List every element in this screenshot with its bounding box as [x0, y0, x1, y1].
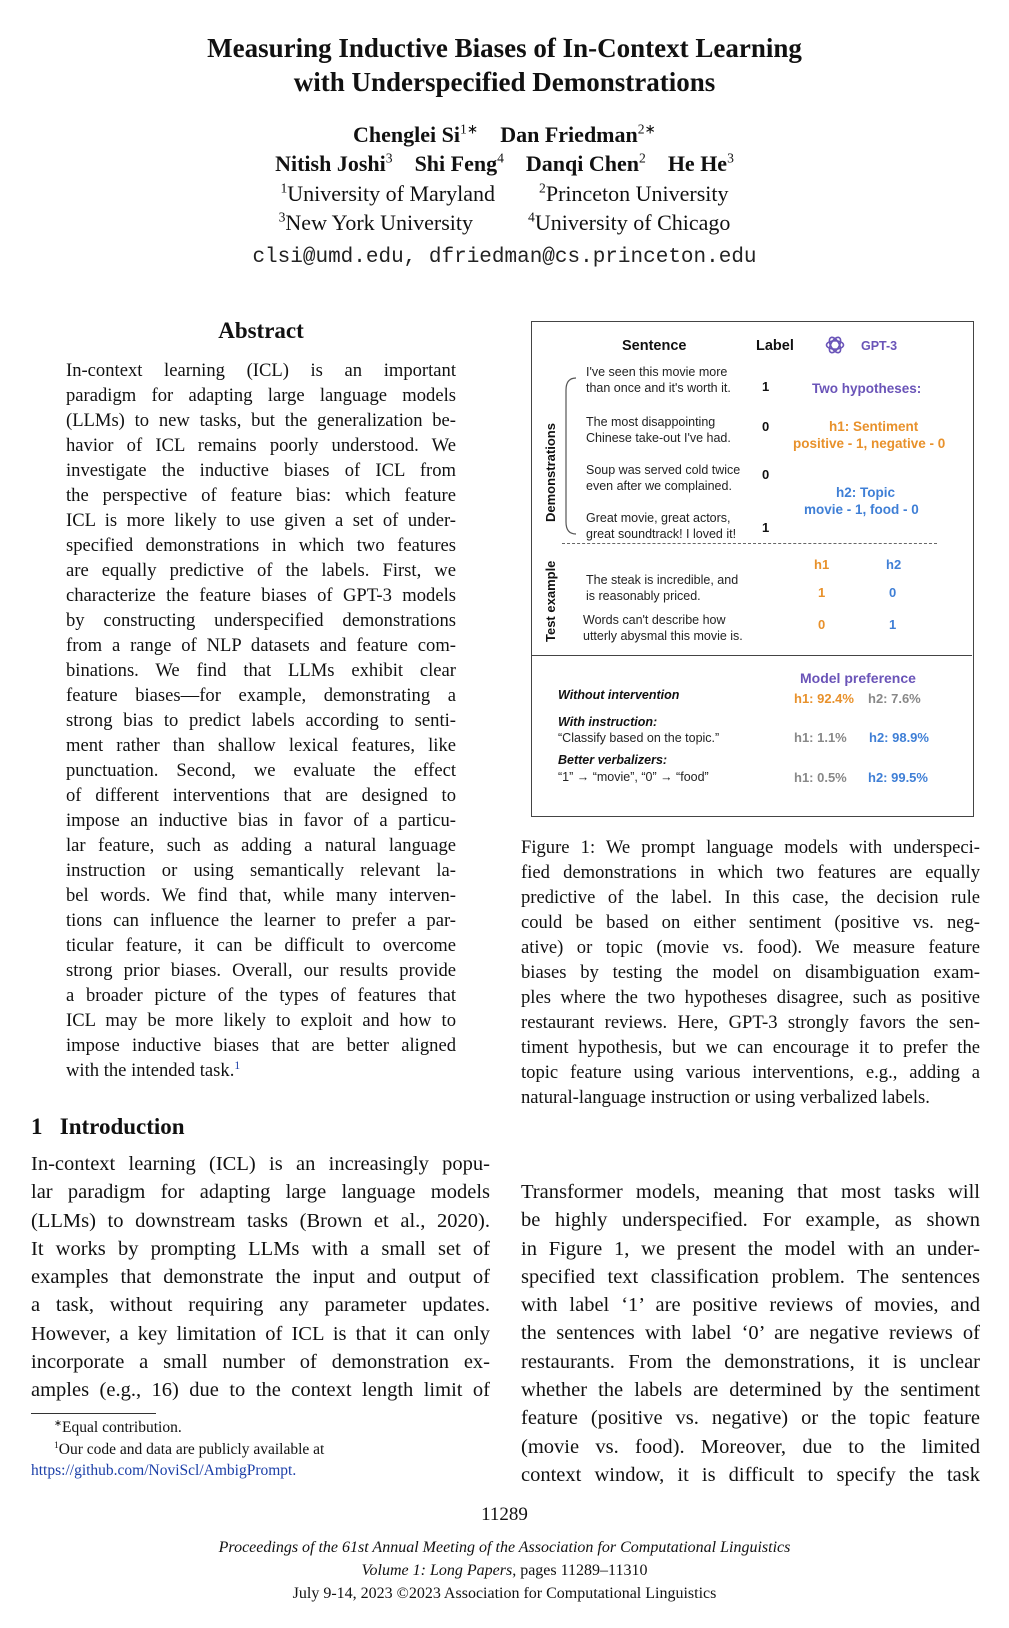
intervention-title: Better verbalizers: — [558, 753, 668, 767]
label-header: Label — [756, 338, 794, 354]
paper-title — [0, 31, 1009, 99]
title-line-2: with Underspecified Demonstrations — [293, 67, 716, 97]
abstract-line: investigate the inductive biases of ICL from — [66, 460, 456, 481]
figure-1 — [531, 321, 974, 817]
affil-sup: 4 — [528, 209, 535, 225]
intervention-title: With instruction: — [558, 715, 658, 729]
intro-right-line: specified text classification problem. The sentences — [521, 1265, 980, 1288]
caption-line: Figure 1: We prompt language models with underspeci- — [521, 837, 980, 858]
h1-title: h1: Sentiment — [829, 419, 919, 434]
test-h2-value: 1 — [889, 617, 897, 632]
intro-left-line: However, a key limitation of ICL is that it can only — [31, 1322, 490, 1345]
footnote-text: Equal contribution. — [62, 1419, 182, 1436]
footnote-text: Our code and data are publicly available at — [58, 1441, 325, 1458]
proceedings-line-1: Proceedings of the 61st Annual Meeting of the Association for Computational Linguistics — [218, 1539, 791, 1556]
affiliation: Princeton University — [545, 181, 729, 206]
author-sup: 3 — [385, 150, 393, 166]
abstract-line: punctuation. Second, we evaluate the effect — [66, 760, 456, 781]
test-h1-value: 0 — [818, 617, 826, 632]
abstract-heading: Abstract — [218, 318, 304, 343]
caption-line: biases by testing the model on disambiguation exam- — [521, 962, 980, 983]
intro-left-column — [31, 1150, 490, 1405]
gpt3-logo-icon — [824, 334, 846, 361]
abstract-line: impose an inductive bias in favor of a particu- — [66, 810, 456, 831]
footnote-code — [54, 1440, 324, 1460]
affiliation: University of Maryland — [287, 181, 496, 206]
author-sup: 2∗ — [637, 121, 656, 137]
test-sentence: Words can't describe how utterly abysmal this movie is. — [583, 613, 743, 643]
abstract-line: lar feature, such as adding a natural language — [66, 835, 456, 856]
affiliation: New York University — [285, 210, 474, 235]
intervention-h2: h2: 7.6% — [868, 691, 921, 706]
author-sup: 1∗ — [460, 121, 479, 137]
intro-right-line: the sentences with label ‘0’ are negative reviews of — [521, 1322, 980, 1345]
footnote-url[interactable] — [31, 1461, 296, 1481]
demo-label: 1 — [762, 379, 770, 394]
abstract-line: ticular feature, it can be difficult to overcome — [66, 935, 456, 956]
sentence-header: Sentence — [622, 338, 687, 354]
author-name: Chenglei Si — [353, 122, 460, 147]
abstract-line: ICL may be more likely to exploit and how to — [66, 1010, 456, 1031]
footnote-equal — [54, 1418, 182, 1438]
model-preference-divider — [532, 655, 972, 656]
caption-line: predictive of the label. In this case, the decision rule — [521, 887, 980, 908]
intervention-h2: h2: 98.9% — [869, 730, 929, 745]
abstract-line: with the intended task.$^1$ — [66, 1059, 241, 1081]
intro-right-line: Transformer models, meaning that most tasks will — [521, 1181, 980, 1203]
intro-right-line: whether the labels are determined by the sentiment — [521, 1379, 980, 1402]
author-name: Dan Friedman — [500, 122, 638, 147]
footnote-mark: ∗ — [54, 1417, 63, 1429]
caption-line: ples where the two hypotheses disagree, such as positive — [521, 987, 980, 1008]
footnote-rule — [31, 1413, 156, 1414]
page-number: 11289 — [481, 1504, 528, 1525]
test-h2-header: h2 — [886, 557, 902, 572]
caption-line: restaurant reviews. Here, GPT-3 strongly favors the sen- — [521, 1012, 980, 1033]
two-hypotheses: Two hypotheses: — [812, 381, 922, 396]
section-title: Introduction — [59, 1114, 185, 1139]
caption-line: fied demonstrations in which two features are equally — [521, 862, 980, 883]
intro-right-line: in Figure 1, we present the model with an under- — [521, 1237, 980, 1260]
test-h1-value: 1 — [818, 585, 826, 600]
intro-right-line: be highly underspecified. For example, as shown — [521, 1209, 980, 1232]
author-sup: 3 — [727, 150, 734, 166]
h1-rule: positive - 1, negative - 0 — [793, 436, 946, 451]
intro-heading — [31, 1114, 185, 1140]
abstract-line: strong bias to predict labels according to senti- — [66, 710, 456, 731]
intervention-h1: h1: 0.5% — [794, 770, 847, 785]
abstract-body — [66, 358, 456, 1083]
abstract-line: binations. We find that LLMs exhibit clear — [66, 660, 456, 681]
author-name: Shi Feng — [414, 151, 498, 176]
section-number: 1 — [31, 1114, 43, 1139]
intro-left-line: lar paradigm for adapting large language models — [31, 1181, 490, 1204]
caption-line: natural-language instruction or using verbalized labels. — [521, 1087, 930, 1108]
proceedings-line-3: July 9-14, 2023 ©2023 Association for Computational Linguistics — [292, 1585, 717, 1602]
affil-sup: 1 — [280, 180, 288, 196]
affil-sup: 3 — [278, 209, 286, 225]
h2-title: h2: Topic — [836, 485, 895, 500]
intro-right-line: context window, it is difficult to specify the task — [521, 1463, 980, 1486]
intervention-title: Without intervention — [558, 688, 680, 702]
abstract-line: bel words. We find that, while many interven- — [66, 885, 456, 906]
intro-left-line: a task, without requiring any parameter updates. — [31, 1294, 490, 1317]
abstract-line: havior of ICL remains poorly understood. We — [66, 435, 456, 456]
caption-line: could be based on either sentiment (positive vs. neg- — [521, 912, 980, 933]
proceedings-pages: , pages 11289–11310 — [512, 1562, 648, 1579]
abstract-line: ment rather than shallow lexical features, like — [66, 735, 456, 756]
test-example-label: Test example — [543, 560, 558, 642]
demo-label: 0 — [762, 419, 770, 434]
abstract-line: instruction or using semantically relevant la- — [66, 860, 456, 881]
footnote-mark: 1 — [54, 1439, 59, 1451]
intro-left-line: It works by prompting LLMs with a small set of — [31, 1237, 490, 1260]
affiliation: University of Chicago — [534, 210, 731, 235]
caption-line: timent hypothesis, but we can encourage it to prefer the — [521, 1037, 980, 1058]
intro-right-line: feature (positive vs. negative) or the topic feature — [521, 1407, 980, 1430]
repo-link[interactable]: https://github.com/NoviScl/AmbigPrompt. — [31, 1462, 297, 1479]
author-sup: 4 — [497, 150, 504, 166]
h2-rule: movie - 1, food - 0 — [804, 502, 919, 517]
intro-left-line: incorporate a small number of demonstration ex- — [31, 1351, 490, 1374]
demo-label: 0 — [762, 467, 770, 482]
demonstrations-label: Demonstrations — [543, 423, 558, 522]
author-name: He He — [667, 151, 728, 176]
caption-line: ative) or topic (movie vs. food). We measure feature — [521, 937, 980, 958]
abstract-line: tions can influence the learner to prefer a par- — [66, 910, 456, 931]
intro-left-line: examples that demonstrate the input and output of — [31, 1266, 490, 1289]
abstract-line: (LLMs) to new tasks, but the generalization be- — [66, 410, 456, 431]
abstract-line: of different interventions that are designed to — [66, 785, 456, 806]
demo-sentence: I've seen this movie more than once and it's worth it. — [586, 365, 731, 395]
title-line-1: Measuring Inductive Biases of In-Context Learning — [207, 33, 802, 63]
demo-bracket — [560, 376, 580, 536]
test-h2-value: 0 — [889, 585, 897, 600]
intro-right-line: restaurants. From the demonstrations, it is unclear — [521, 1350, 980, 1373]
author-sup: 2 — [639, 150, 646, 166]
test-h1-header: h1 — [814, 557, 830, 572]
intro-left-line: In-context learning (ICL) is an increasingly popu- — [31, 1153, 490, 1175]
intervention-h1: h1: 1.1% — [794, 730, 847, 745]
intervention-h2: h2: 99.5% — [868, 770, 928, 785]
author-emails: clsi@umd.edu, dfriedman@cs.princeton.edu — [252, 246, 757, 269]
footnote-mark: 1 — [234, 1059, 241, 1072]
intro-right-line: (movie vs. food). Moreover, due to the limited — [521, 1435, 980, 1458]
abstract-line: ICL is more likely to use given a set of under- — [66, 510, 456, 531]
affiliation-line-1 — [0, 180, 1009, 208]
abstract-line: a broader picture of the types of features that — [66, 985, 456, 1006]
figure-caption — [521, 835, 980, 1110]
abstract-line: are equally predictive of the labels. First, we — [66, 560, 456, 581]
intervention-detail: “1” → “movie”, “0” → “food” — [558, 770, 709, 784]
test-sentence: The steak is incredible, and is reasonably priced. — [586, 573, 739, 603]
abstract-line: paradigm for adapting large language models — [66, 385, 456, 406]
intro-left-line: amples (e.g., 16) due to the context length limit of — [31, 1379, 490, 1402]
author-name: Danqi Chen — [525, 151, 639, 176]
model-name: GPT-3 — [861, 339, 898, 353]
intervention-h1: h1: 92.4% — [794, 691, 854, 706]
abstract-line: feature biases—for example, demonstrating a — [66, 685, 456, 706]
author-name: Nitish Joshi — [275, 151, 386, 176]
model-preference-heading: Model preference — [800, 670, 916, 686]
affil-sup: 2 — [539, 180, 546, 196]
caption-line: topic feature using various interventions, e.g., adding a — [521, 1062, 980, 1083]
abstract-line: from a range of NLP datasets and feature com- — [66, 635, 456, 656]
proceedings-volume: Volume 1: Long Papers — [361, 1562, 513, 1579]
author-line-2 — [0, 150, 1009, 178]
intro-right-column — [521, 1178, 980, 1489]
abstract-line: specified demonstrations in which two features — [66, 535, 456, 556]
demo-sentence: The most disappointing Chinese take-out I've had. — [586, 415, 731, 445]
proceedings-line-2 — [0, 1560, 1009, 1581]
author-line-1 — [0, 121, 1009, 149]
intervention-detail: “Classify based on the topic.” — [558, 731, 720, 745]
dashed-divider — [562, 543, 937, 544]
affiliation-line-2 — [0, 209, 1009, 237]
abstract-line: In-context learning (ICL) is an important — [66, 360, 456, 381]
abstract-line: impose inductive biases that are better aligned — [66, 1035, 456, 1056]
demo-sentence: Soup was served cold twice even after we complained. — [586, 463, 741, 493]
abstract-line: by constructing underspecified demonstrations — [66, 610, 456, 631]
abstract-line: characterize the feature biases of GPT-3 models — [66, 585, 456, 606]
intro-left-line: (LLMs) to downstream tasks (Brown et al., 2020). — [31, 1209, 490, 1232]
demo-sentence: Great movie, great actors, great soundtrack! I loved it! — [586, 511, 737, 541]
demo-label: 1 — [762, 520, 770, 535]
abstract-line: strong prior biases. Overall, our results provide — [66, 960, 456, 981]
intro-right-line: with label ‘1’ are positive reviews of movies, and — [521, 1294, 980, 1317]
abstract-line: the perspective of feature bias: which feature — [66, 485, 456, 506]
